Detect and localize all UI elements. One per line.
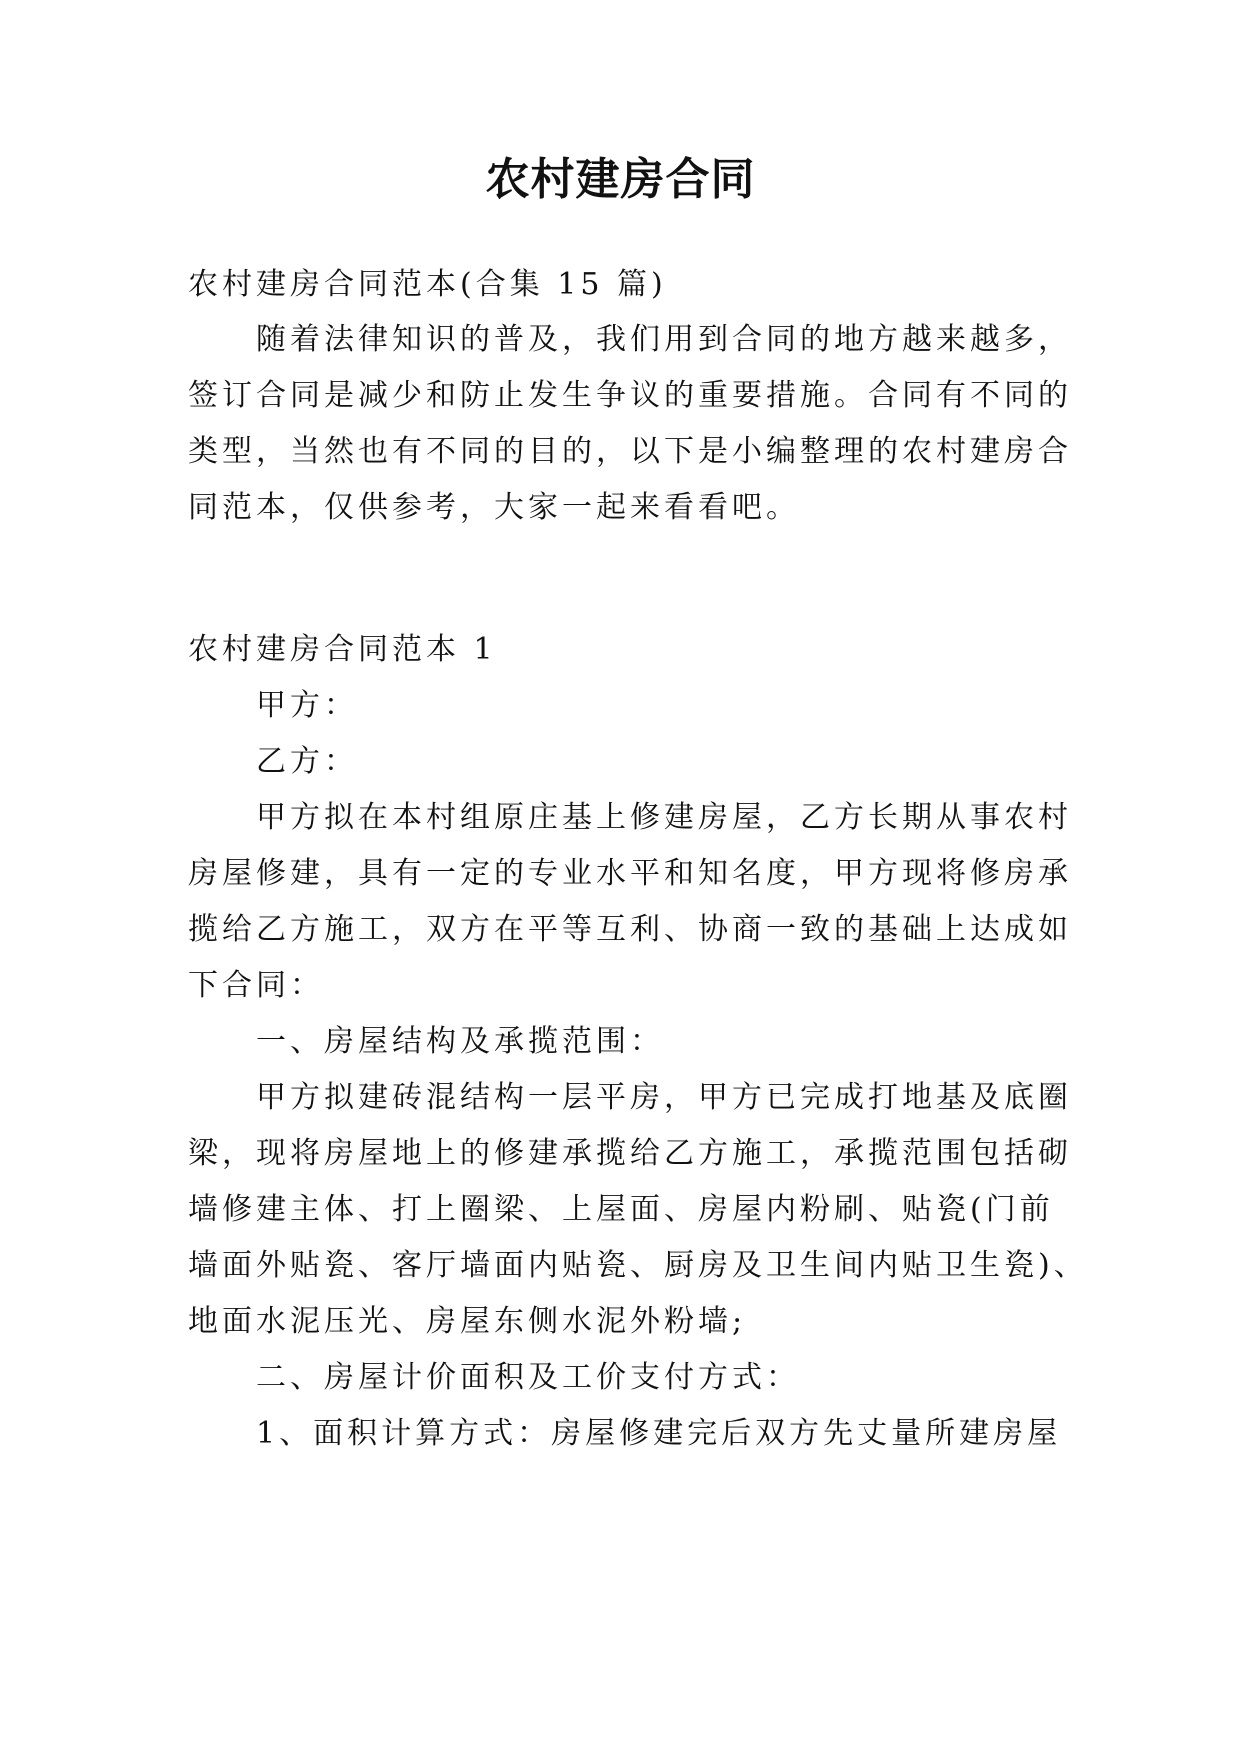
intro-line-2: 签订合同是减少和防止发生争议的重要措施。合同有不同的: [188, 378, 1072, 413]
clause-2-heading: 二、房屋计价面积及工价支付方式：: [256, 1360, 800, 1395]
intro-line-1: 随着法律知识的普及，我们用到合同的地方越来越多，: [256, 322, 1072, 357]
body-line-1: 甲方拟在本村组原庄基上修建房屋，乙方长期从事农村: [256, 800, 1072, 835]
body-line-6: 甲方拟建砖混结构一层平房，甲方已完成打地基及底圈: [256, 1080, 1072, 1115]
body-line-12: 1、面积计算方式：房屋修建完后双方先丈量所建房屋: [256, 1416, 1062, 1451]
party-b-label: 乙方：: [256, 744, 358, 779]
body-line-3: 揽给乙方施工，双方在平等互利、协商一致的基础上达成如: [188, 912, 1072, 947]
body-line-9: 墙面外贴瓷、客厅墙面内贴瓷、厨房及卫生间内贴卫生瓷)、: [188, 1248, 1088, 1283]
party-a-label: 甲方：: [256, 688, 358, 723]
body-line-8: 墙修建主体、打上圈梁、上屋面、房屋内粉刷、贴瓷(门前: [188, 1192, 1054, 1227]
clause-1-heading: 一、房屋结构及承揽范围：: [256, 1024, 664, 1059]
body-line-2: 房屋修建，具有一定的专业水平和知名度，甲方现将修房承: [188, 856, 1072, 891]
intro-line-3: 类型，当然也有不同的目的，以下是小编整理的农村建房合: [188, 434, 1072, 469]
document-subtitle: 农村建房合同范本(合集 15 篇): [188, 267, 667, 302]
document-title: 农村建房合同: [485, 154, 756, 205]
body-line-4: 下合同：: [188, 968, 324, 1003]
section-heading: 农村建房合同范本 1: [188, 632, 497, 667]
intro-line-4: 同范本，仅供参考，大家一起来看看吧。: [188, 490, 800, 525]
body-line-7: 梁，现将房屋地上的修建承揽给乙方施工，承揽范围包括砌: [188, 1136, 1072, 1171]
body-line-10: 地面水泥压光、房屋东侧水泥外粉墙;: [188, 1304, 747, 1339]
